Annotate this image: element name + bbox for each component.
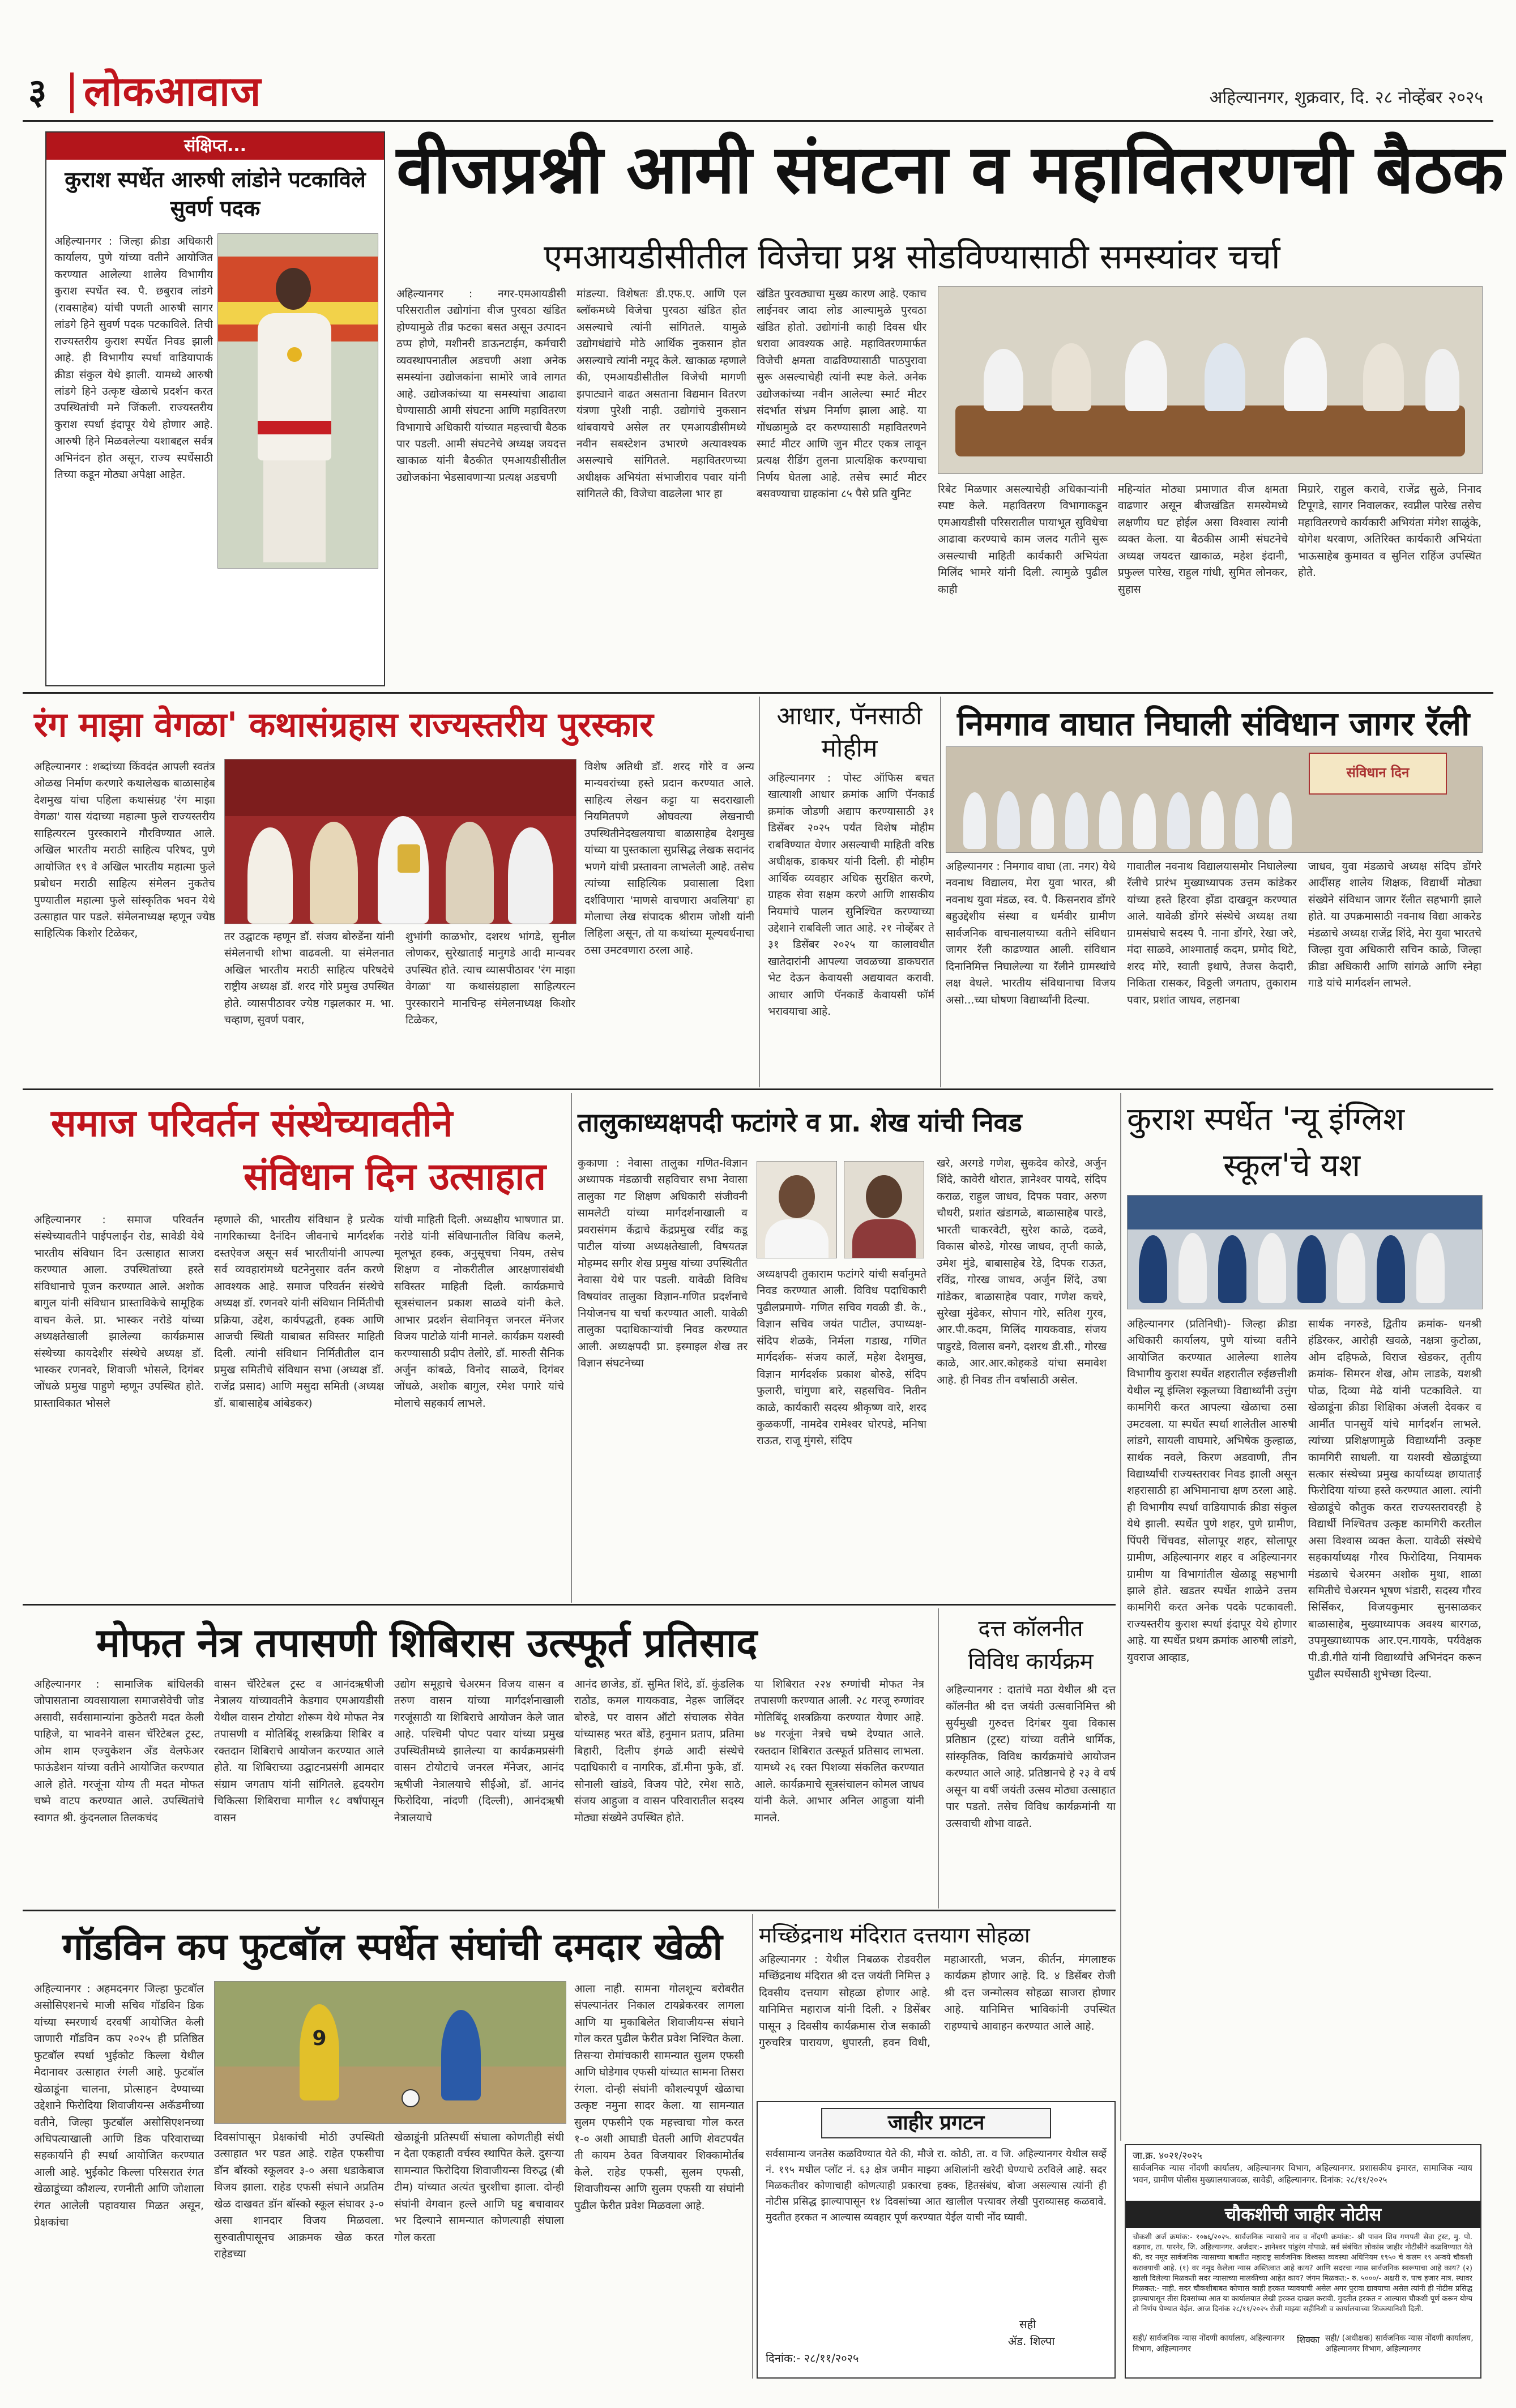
meeting-person xyxy=(1125,340,1167,411)
sankshipt-headline: कुराश स्पर्धेत आरुषी लांडोने पटकाविले सुवर्ण पदक xyxy=(65,167,366,221)
godwin-col-3: खेळाडूंनी प्रतिस्पर्धी संघाला कोणतीही संधी न देता एकहाती वर्चस्व स्थापित केले. दुसऱ्या सामन्यात फिरोदिया शिवाजीयन्स विरुद्ध (बी टीम) यांच्यात अत्यंत चुरशीचा झाला. दोन्ही संघांनी वेगवान हल्ले आणि घट्ट बचावावर भर दिल्याने सामन्यात कोणत्याही संघाला गोल करता xyxy=(394,2131,564,2244)
netra-col-2: वासन चॅरिटेबल ट्रस्ट व आनंदऋषीजी नेत्रालय यांच्यावतीने केडगाव एमआयडीसी येथील वासन टोयोटा शोरूम येथे मोफत नेत्र तपासणी व मोतिबिंदू शस्त्रक्रिया शिबिर व रक्तदान शिबिराचे आयोजन करण्यात आले होते. या शिबिराच्या उद्घाटनप्रसंगी आमदार संग्राम जगताप यांनी सांगितले. हृदयरोग चिकित्सा शिबिराचा मागील १८ वर्षांपासून वासन xyxy=(214,1678,384,1824)
samaj-headline-1: समाज परिवर्तन संस्थेच्यावतीने xyxy=(51,1101,453,1145)
lead-col-1: अहिल्यानगर : नगर-एमआयडीसी परिसरातील उद्योगांना वीज पुरवठा खंडित होण्यामुळे तीव्र फटका बसत असून उत्पादन ठप्प होणे, मशीनरी डाऊनटाईम, कर्मचारी व्यवस्थापनातील अडचणी अशा अनेक समस्यांना उद्योजकांना सामोरे जावे लागत आहे. उद्योजकांच्या या समस्यांचा आढावा घेण्यासाठी आमी संघटना आणि महावितरण विभागाचे अधिकारी यांच्यात महत्त्वाची बैठक पार पडली. आमी संघटनेचे अध्यक्ष जयदत्त खाकाळ यांनी बैठकीत एमआयडीसीतील उद्योजकांना भेडसावणाऱ्या प्रत्यक्ष अडचणी xyxy=(396,288,566,484)
notice-body: चौकशी अर्ज क्रमांक:- १०७६/२०२५. सार्वजनिक न्यासाचे नाव व नोंदणी क्रमांक:- श्री पावन शिव गणपती सेवा ट्रस्ट, मु. पो. वडगाव, ता. पारनेर, जि. अहिल्यानगर. अर्जदार:- ज्ञानेश्वर पांडुरंग गोपाळे. सर्व संबंधित लोकांस जाहीर नोटीसीने कळविण्यात येते की, वर नमूद सार्वजनिक न्यासाच्या बाबतीत महाराष्ट्र सार्वजनिक विश्वस्त व्यवस्था अधिनियम १९५० चे कलम १९ अन्वये चौकशी करावयाची आहे. (१) वर नमूद केलेला न्यास अस्तित्वात आहे काय? आणि सदरचा न्यास सार्वजनिक स्वरूपाचा आहे काय? (२) खाली दिलेल्या मिळकती सदर न्यासाच्या मालकीच्या आहेत काय? जंगम मिळकत:- रु. ५०००/- अक्षरी रु. पाच हजार मात्र. स्थावर मिळकत:- नाही. सदर चौकशीबाबत कोणास काही हरकत घ्यावयाची असेल अगर पुरावा द्यावयाचा असेल त्यांनी ही नोटीस प्रसिद्ध झाल्यापासून तीस दिवसांच्या आत या कार्यालयात लेखी हरकत दाखल करावी. मुदतीत हरकत न आल्यास चौकशी पूर्ण करून योग्य तो निर्णय घेण्यात येईल. आज दिनांक २८/११/२०२५ रोजी माझ्या सहीनिशी व कार्यालयाच्या शिक्क्यानिशी दिली. xyxy=(1133,2233,1472,2314)
jahir-pragatan-title-bar xyxy=(821,2108,1051,2138)
column-divider xyxy=(571,1093,572,1603)
rally-person xyxy=(963,792,986,849)
rally-person xyxy=(1099,791,1122,849)
portrait-head xyxy=(779,1175,815,1218)
netra-col-1: अहिल्यानगर : सामाजिक बांधिलकी जोपासताना व्यवसायाला समाजसेवेची जोड असावी, सर्वसामान्यांना कुठेतरी मदत केली पाहिजे, या भावनेने वासन चॅरिटेबल ट्रस्ट, ओम शाम एज्युकेशन अँड वेलफेअर फाऊंडेशन यांच्या वतीने आयोजित करण्यात आले होते. गरजूंना योग्य ती मदत मोफत चष्मे वाटप करण्यात आले. उपस्थितांचे स्वागत श्री. कुंदनलाल तिलकचंद xyxy=(34,1678,204,1824)
lead-col-2: मांडल्या. विशेषतः डी.एफ.ए. आणि एल ब्लॉकमध्ये विजेचा पुरवठा खंडित होत असल्याचे त्यांनी सांगितले. यामुळे उद्योगधंद्यांचे मोठे आर्थिक नुकसान होत असल्याचे त्यांनी नमूद केले. खाकाळ म्हणाले की, एमआयडीसीतील विजेची मागणी झपाट्याने वाढत असताना विद्यमान वितरण यंत्रणा पुरेशी नाही. उद्योगांचे नुकसान थांबवायचे असेल तर एमआयडीसीमध्ये नवीन सबस्टेशन उभारणे अत्यावश्यक असल्याचे सांगितले. महावितरणच्या अधीक्षक अभियंता संभाजीराव पवार यांनी सांगितले की, विजेचा वाढलेला भार हा xyxy=(576,288,746,501)
nimgaon-col-3: जाधव, युवा मंडळाचे अध्यक्ष संदिप डोंगरे आदींसह शालेय शिक्षक, विद्यार्थी मोठ्या संख्येने संविधान जागर रॅलीत सहभागी झाले होते. या उपक्रमासाठी नवनाथ विद्या आकरेड मंडळाचे अध्यक्ष राजेंद्र शिंदे, मेरा युवा भारतचे जिल्हा युवा अधिकारी सचिन काळे, जिल्हा क्रीडा अधिकारी आणि सांगळे आणि स्नेहा गाडे यांचे मार्गदर्शन लाभले. xyxy=(1308,860,1481,990)
netra-headline: मोफत नेत्र तपासणी शिबिरास उत्स्फूर्त प्रतिसाद xyxy=(96,1620,758,1666)
sankshipt-label xyxy=(46,133,384,160)
column-divider xyxy=(752,1914,753,2379)
samaj-col-2: म्हणाले की, भारतीय संविधान हे प्रत्येक नागरिकाच्या दैनंदिन जीवनाचे मार्गदर्शक दस्तऐवज असून सर्व भारतीयांनी आपल्या सर्व व्यवहारांमध्ये घटनेनुसार वर्तन करणे आवश्यक आहे. समाज परिवर्तन संस्थेचे अध्यक्ष डॉ. रणनवरे यांनी संविधान निर्मितीची प्रक्रिया, उद्देश, कार्यपद्धती, हक्क आणि आजची स्थिती याबाबत सविस्तर माहिती दिली. त्यांनी संविधान निर्मितीतील दान प्रमुख समितीचे संविधान सभा (अध्यक्ष डॉ. राजेंद्र प्रसाद) आणि मसुदा समिती (अध्यक्ष डॉ. बाबासाहेब आंबेडकर) xyxy=(214,1214,384,1410)
page-number: ३ xyxy=(28,71,47,112)
team-person xyxy=(1297,1235,1326,1303)
rang-photo-award xyxy=(224,759,576,924)
column-divider xyxy=(759,697,760,1087)
samaj-col-3: यांची माहिती दिली. अध्यक्षीय भाषणात प्रा. नरोडे यांनी संविधानातील विविध कलमे, मूलभूत हक्क, अनुसूचचा नियम, तसेच शिक्षण व नोकरीतील आरक्षणासंबंधी सविस्तर माहिती दिली. कार्यक्रमाचे सूत्रसंचालन प्रकाश साळवे यांनी केले. आभार प्रदर्शन सेवानिवृत्त जनरल मॅनेजर विजय पाटोळे यांनी मानले. कार्यक्रम यशस्वी करण्यासाठी प्रदीप तेलोरे, डॉ. मारुती सैनिक अर्जुन कांबळे, विनोद साळवे, दिगंबर जोंधळे, अशोक बागुल, रमेश पगारे यांचे मोलाचे सहकार्य लाभले. xyxy=(394,1214,564,1410)
nimgaon-photo-rally xyxy=(946,746,1483,853)
photo-person-body xyxy=(258,313,331,460)
photo-legs xyxy=(263,460,326,562)
meeting-person xyxy=(1425,349,1459,411)
rang-col-1: अहिल्यानगर : शब्दांच्या किंवदंत आपली स्वतंत्र ओळख निर्माण करणारे कथालेखक बाळासाहेब देशमुख यांचा पहिला कथासंग्रह 'रंग माझा वेगळा' यास यंदाच्या महात्मा फुले राज्यस्तरीय साहित्यरत्न पुरस्काराने गौरविण्यात आले. अखिल भारतीय मराठी साहित्य परिषद, पुणे आयोजित १९ वे अखिल भारतीय महात्मा फुले प्रबोधन मराठी साहित्य संमेलन नुकतेच पुण्यातील महात्मा फुले सांस्कृतिक भवन येथे उत्साहात पार पडले. संमेलनाध्यक्ष म्हणून ज्येष्ठ साहित्यिक किशोर टिळेकर, xyxy=(34,761,215,940)
football-icon xyxy=(402,2089,420,2107)
section-rule-2 xyxy=(23,1088,1493,1090)
rang-col-3: शुभांगी काळभोर, दशरथ भांगडे, सुनील लोणकर, सुरेखाताई मानुगडे आदी मान्यवर उपस्थित होते. त्याच व्यासपीठावर 'रंग माझा वेगळा' या कथासंग्रहाला साहित्यरत्न पुरस्काराने मानचिन्ह संमेलनाध्यक्ष किशोर टिळेकर, xyxy=(405,930,575,1027)
lead-col-3: खंडित पुरवठ्याचा मुख्य कारण आहे. एकाच लाईनवर जादा लोड आल्यामुळे पुरवठा खंडित होतो. उद्योगांनी काही दिवस धीर धरावा आवश्यक आहे. महावितरणमार्फत विजेची क्षमता वाढविण्यासाठी पाठपुरावा सुरू असल्याचेही त्यांनी स्पष्ट केले. अनेक उद्योजकांच्या नवीन आलेल्या स्मार्ट मीटर संदर्भात संभ्रम निर्माण झाला आहे. या गोंधळामुळे दर करण्यासाठी महावितरणने स्मार्ट मीटर आणि जुन मीटर एकत्र लावून प्रत्यक्ष रीडिंग तुलना प्रात्यक्षिक करण्याचा निर्णय घेतला आहे. तसेच स्मार्ट मीटर बसवण्याचा ग्राहकांना ८५ पैसे प्रति युनिट xyxy=(757,288,926,501)
team-backdrop xyxy=(1128,1196,1482,1229)
rally-person xyxy=(1235,793,1258,849)
taluka-col-1: कुकाणा : नेवासा तालुका गणित-विज्ञान अध्यापक मंडळाची सहविचार सभा नेवासा तालुका गट शिक्षण अधिकारी संजीवनी सामलेटी यांच्या मार्गदर्शनाखाली व प्रवरासंगम केंद्राचे केंद्रप्रमुख रवींद्र कडू पाटील यांच्या अध्यक्षतेखाली, विषयतज्ञ मोहम्मद सगीर शेख प्रमुख यांच्या उपस्थितीत नेवासा येथे पार पडली. यावेळी विविध विषयांवर तालुका विज्ञान-गणित प्रदर्शनाचे नियोजनच या चर्चा करण्यात आली. यावेळी तालुका पदाधिकाऱ्यांची निवड करण्यात आली. अध्यक्षपदी प्रा. इस्माइल शेख तर विज्ञान संघटनेच्या xyxy=(578,1157,748,1370)
rally-person xyxy=(1133,793,1156,849)
team-person xyxy=(1337,1233,1365,1303)
field-ground xyxy=(215,2067,566,2123)
rang-col-4: विशेष अतिथी डॉ. शरद गोरे व अन्य मान्यवरांच्या हस्ते प्रदान करण्यात आले. साहित्य लेखन कट्टा या सदराखाली नियमितपणे ओघवत्या लेखनाची उपस्थितीनेदखलयाचा बाळासाहेब देशमुख यांच्या या पुस्तकाला सुप्रसिद्ध लेखक सदानंद भणगे यांची प्रस्तावना लाभलेली आहे. तसेच त्यांच्या साहित्यिक प्रवासाला दिशा दर्शविणारा 'माणसे वाचणारा अवलिया' हा मोलाचा लेख संपादक श्रीराम जोशी यांनी लिहिला असून, तो या कथांच्या मूल्यवर्धनाचा ठसा उमटवणारा ठरला आहे. xyxy=(584,761,754,957)
sankshipt-photo xyxy=(217,233,378,569)
jahir-pragatan-title: जाहीर प्रगटन xyxy=(887,2111,985,2134)
rally-banner-text: संविधान दिन xyxy=(1346,765,1410,780)
meeting-person xyxy=(1363,343,1404,411)
lead-col-6: मिग्रारे, राहुल करावे, राजेंद्र सुळे, निनाद टिपूगडे, सागर निवालकर, स्वप्नील पारेख तसेच महावितरणचे कार्यकारी अभियंता मंगेश साळुंके, योगेश थरवाण, अतिरिक्त कार्यकारी अभियंता भाऊसाहेब कुमावत व सुनिल राहिंज उपस्थित होते. xyxy=(1298,483,1481,579)
meeting-person xyxy=(984,349,1023,411)
notice-left-sign: सही/ सार्वजनिक न्यास नोंदणी कार्यालय, अहिल्यानगर विभाग, अहिल्यानगर xyxy=(1133,2334,1285,2354)
dateline: अहिल्यानगर, शुक्रवार, दि. २८ नोव्हेंबर २०२५ xyxy=(1209,88,1483,108)
notice-title: चौकशीची जाहीर नोटीस xyxy=(1224,2204,1382,2225)
jahir-pragatan-signature-label: सही xyxy=(1019,2317,1036,2331)
portrait-body xyxy=(765,1219,829,1258)
sankshipt-label-text: संक्षिप्त... xyxy=(183,136,247,156)
jahir-pragatan-signatory: ॲड. शिल्पा xyxy=(1008,2334,1055,2348)
kurash-col-2: सार्थक नगरुडे, द्वितीय क्रमांक- धनश्री हंडिरकर, आरोही खवळे, नक्षत्रा कुटोळा, ओम दहिफळे, विराज खेडकर, तृतीय क्रमांक- सिमरन शेख, ओम लाडके, यशश्री पोळ, दिव्या मेढे यांनी पटकाविले. या खेळाडूंना क्रीडा शिक्षिका अंजली देवकर व आर्मीत पानसुर्ये यांचे मार्गदर्शन लाभले. त्यांच्या प्रशिक्षणामुळे विद्यार्थ्यांनी उत्कृष्ट कामगिरी साधली. या यशस्वी खेळाडूंच्या सत्कार संस्थेच्या प्रमुख कार्याध्यक्ष छायाताई फिरोदिया यांच्या हस्ते करण्यात आला. त्यांनी खेळाडूंचे कौतुक करत राज्यस्तरावरही हे विद्यार्थी निश्चितच उत्कृष्ट कामगिरी करतील असा विश्वास व्यक्त केला. यावेळी संस्थेचे सहकार्याध्यक्ष गौरव फिरोदिया, नियामक मंडळाचे चेअरमन अशोक मुथा, शाळा समितीचे चेअरमन भूषण भंडारी, सदस्य गौरव सिर्सिकर, विजयकुमार सुनसाळकर बाळासाहेब, मुख्याध्यापक अवश्य बारगळ, उपमुख्याध्यापक आर.एन.गायके, पर्यवेक्षक पी.डी.गीते यांनी विद्यार्थ्यांचे अभिनंदन करून पुढील स्पर्धेसाठी शुभेच्छा दिल्या. xyxy=(1308,1318,1481,1681)
samaj-col-1: अहिल्यानगर : समाज परिवर्तन संस्थेच्यावतीने पाईपलाईन रोड, सावेडी येथे भारतीय संविधान दिन उत्साहात साजरा करण्यात आला. उपस्थितांच्या हस्ते संविधानाचे पूजन करण्यात आले. अशोक बागुल यांनी संविधान प्रास्ताविकेचे सामूहिक वाचन केले. प्रा. भास्कर नरोडे यांच्या अध्यक्षतेखाली झालेल्या कार्यक्रमास संस्थेच्या कायदेशीर संस्थेचे अध्यक्ष डॉ. भास्कर रणनवरे, शिवाजी भोसले, दिगंबर जोंधळे प्रमुख पाहुणे म्हणून उपस्थित होते. प्रास्ताविकात भोसले xyxy=(34,1214,204,1410)
aadhar-headline: आधार, पॅनसाठी मोहीम xyxy=(776,702,923,763)
jahir-pragatan-date: दिनांक:- २८/११/२०२५ xyxy=(766,2351,859,2365)
team-person xyxy=(1377,1235,1405,1303)
rally-person xyxy=(1065,792,1088,849)
team-person xyxy=(1139,1235,1167,1303)
samaj-headline-2: संविधान दिन उत्साहात xyxy=(244,1155,546,1198)
masthead-divider xyxy=(70,72,74,113)
lead-subhead: एमआयडीसीतील विजेचा प्रश्न सोडविण्यासाठी समस्यांवर चर्चा xyxy=(544,237,1280,277)
rally-person xyxy=(1201,791,1224,849)
column-divider xyxy=(938,1608,939,1909)
award-person xyxy=(446,822,494,924)
player-left xyxy=(300,2004,339,2100)
meeting-person xyxy=(1205,343,1245,411)
nimgaon-headline: निमगाव वाघात निघाली संविधान जागर रॅली xyxy=(957,705,1470,743)
datta-headline-2: विविध कार्यक्रम xyxy=(968,1649,1094,1675)
netra-col-4: आनंद छाजेड, डॉ. सुमित शिंदे, डॉ. कुंडलिक राठोड, कमल गायकवाड, नेहरू जालिंदर बोरुडे, पर वासन ऑटो संचालक सेवेत यांच्यासह भरत बोंडे, हनुमान प्रताप, प्रतिमा बिहारी, दिलीप इंगळे आदी संस्थेचे पदाधिकारी व नागरिक, डॉ.मीना फुके, डॉ. सोनाली खांडवे, विजय पोटे, रमेश साठे, संजय आहुजा व वासन परिवारातील सदस्य मोठ्या संख्येने उपस्थित होते. xyxy=(574,1678,744,1824)
kurash-headline-2: स्कूल'चे यश xyxy=(1223,1147,1361,1184)
nimgaon-col-2: गावातील नवनाथ विद्यालयासमोर निघालेल्या रॅलीचे प्रारंभ मुख्याध्यापक उत्तम कांडेकर यांच्या हस्ते हिरवा झेंडा दाखवून करण्यात आले. यावेळी डोंगरे संस्थेचे अध्यक्ष तथा ग्रामसंघाचे सदस्य पै. नाना डोंगरे, रेखा जरे, मंदा साळवे, आश्माताई कदम, प्रमोद थिटे, शरद मोरे, स्वाती इथापे, तेजस केदारी, निकिता रासकर, विठ्ठली जगताप, तुकाराम पवार, प्रशांत जाधव, लहानबा xyxy=(1127,860,1297,1006)
notice-title-bar xyxy=(1126,2201,1480,2228)
section-rule-1 xyxy=(23,692,1493,694)
notice-ref: जा.क्र. ४०२१/२०२५ xyxy=(1133,2150,1202,2162)
notice-header: सार्वजनिक न्यास नोंदणी कार्यालय, अहिल्यानगर विभाग, अहिल्यानगर. प्रशासकीय इमारत, सामाजिक न्याय भवन, ग्रामीण पोलीस मुख्यालयाजवळ, सावेडी, अहिल्यानगर. दिनांक: २८/११/२०२५ xyxy=(1133,2163,1472,2185)
kurash-col-1: अहिल्यानगर (प्रतिनिधी)- जिल्हा क्रीडा अधिकारी कार्यालय, पुणे यांच्या वतीने आयोजित करण्यात आलेल्या शालेय विभागीय कुराश स्पर्धेत शहरातील रुईछत्तीशी येथील न्यू इंग्लिश स्कूलच्या विद्यार्थ्यांनी उत्तुंग कामगिरी करत आपल्या खेळाचा ठसा उमटवला. या स्पर्धेत स्पर्धा शालेतील आरुषी लांडगे, सायली वाघमारे, अभिषेक कुल्हाळ, सार्थक नवले, किरण अडवाणी, तीन विद्यार्थ्यांची राज्यस्तरावर निवड झाली असून शहरासाठी हा अभिमानाचा क्षण ठरला आहे. ही विभागीय स्पर्धा वाडियापार्क क्रीडा संकुल येथे झाली. स्पर्धेत पुणे शहर, पुणे ग्रामीण, पिंपरी चिंचवड, सोलापूर शहर, सोलापूर ग्रामीण, अहिल्यानगर शहर व अहिल्यानगर ग्रामीण या विभागांतील खेळाडू सहभागी झाले होते. खडतर स्पर्धेत शाळेने उत्तम कामगिरी करत अनेक पदके पटकावली. राज्यस्तरीय कुराश स्पर्धा इंदापूर येथे होणार आहे. या स्पर्धेत प्रथम क्रमांक आरुषी लांडगे, युवराज आव्हाड, xyxy=(1127,1318,1297,1664)
godwin-col-4: आला नाही. सामना गोलशून्य बरोबरीत संपल्यानंतर निकाल टायब्रेकरवर लागला आणि या मुकाबिलेत शिवाजीयन्स संघाने गोल करत पुढील फेरीत प्रवेश निश्चित केला. तिसऱ्या रोमांचकारी सामन्यात सुलम एफसी आणि घोडेगाव एफसी यांच्यात सामना तिसरा रंगला. दोन्ही संघांनी कौशल्यपूर्ण खेळाचा उत्कृष्ट नमुना सादर केला. या सामन्यात सुलम एफसीने एक महत्त्वाचा गोल करत १-० अशी आघाडी घेतली आणि शेवटपर्यंत ती कायम ठेवत विजयावर शिक्कामोर्तब केले. राहेड एफसी, सुलम एफसी, शिवाजीयन्स आणि सुलम एफसी या संघांनी पुढील फेरीत प्रवेश मिळवला आहे. xyxy=(574,1983,744,2212)
machhindra-headline: मच्छिंद्रनाथ मंदिरात दत्तयाग सोहळा xyxy=(759,1923,1030,1948)
award-person xyxy=(310,822,358,924)
nimgaon-col-1: अहिल्यानगर : निमगाव वाघा (ता. नगर) येथे नवनाथ विद्यालय, मेरा युवा भारत, श्री नवनाथ युवा मंडळ, स्व. पै. किसनराव डोंगरे बहुउद्देशीय संस्था व धर्मवीर ग्रामीण सार्वजनिक वाचनालयाच्या वतीने संविधान जागर रॅली काढण्यात आली. संविधान दिनानिमित्त निघालेल्या या रॅलीने ग्रामस्थांचे लक्ष वेधले. भारतीय संविधानाचा विजय असो...च्या घोषणा विद्यार्थ्यांनी दिल्या. xyxy=(946,860,1116,1006)
taluka-photo-1 xyxy=(757,1161,837,1258)
notice-stamp-label: शिक्का xyxy=(1297,2334,1320,2345)
lead-photo-meeting xyxy=(938,286,1483,474)
team-person xyxy=(1178,1233,1207,1303)
meeting-person xyxy=(1284,338,1327,411)
godwin-col-2: दिवसांपासून प्रेक्षकांची मोठी उपस्थिती उत्साहात भर पडत आहे. राहेत एफसीचा डॉन बॉस्को स्कूलवर ३-० असा धडाकेबाज विजय झाला. राहेड एफसी संघाने अप्रतिम खेळ दाखवत डॉन बॉस्को स्कूल संघावर ३-० असा शानदार विजय मिळवला. सुरुवातीपासूनच आक्रमक खेळ करत राहेडच्या xyxy=(214,2131,384,2261)
brand-logo: लोकआवाज xyxy=(84,67,262,115)
aadhar-body: अहिल्यानगर : पोस्ट ऑफिस बचत खात्याशी आधार क्रमांक आणि पॅनकार्ड क्रमांक जोडणी अद्याप करण्यासाठी ३१ डिसेंबर २०२५ पर्यंत विशेष मोहीम राबविण्यात येणार असल्याची माहिती वरिष्ठ अधीक्षक, डाकघर यांनी दिली. ही मोहीम आर्थिक व्यवहार अधिक सुरक्षित करणे, ग्राहक सेवा सक्षम करणे आणि शासकीय नियमांचे पालन सुनिश्चित करण्याच्या उद्देशाने राबविली जात आहे. २१ नोव्हेंबर ते ३१ डिसेंबर २०२५ या कालावधीत खातेदारांनी आपल्या जवळच्या डाकघरात भेट देऊन केवायसी अद्ययावत करावी. आधार आणि पॅनकार्डे केवायसी फॉर्म भरावयाचा आहे. xyxy=(768,772,934,1018)
lead-headline: वीजप्रश्नी आमी संघटना व महावितरणची बैठक xyxy=(396,130,1504,208)
netra-col-3: उद्योग समूहाचे चेअरमन विजय वासन व तरुण वासन यांच्या मार्गदर्शनाखाली गरजूंसाठी या शिबिराचे आयोजन केले जात आहे. पश्चिमी पोपट पवार यांच्या प्रमुख उपस्थितीमध्ये झालेल्या या कार्यक्रमप्रसंगी वासन टोयोटाचे जनरल मॅनेजर, आनंद ऋषीजी नेत्रालयाचे सीईओ, डॉ. आनंद फिरोदिया, नांदणी (दिल्ली), आनंदऋषी नेत्रालयाचे xyxy=(394,1678,564,1824)
portrait-body xyxy=(852,1219,916,1258)
photo-person-head xyxy=(276,268,311,310)
kurash-photo-team xyxy=(1127,1195,1483,1309)
lead-col-4: रिबेट मिळणार असल्याचेही अधिकाऱ्यांनी स्पष्ट केले. महावितरण विभागाकडून एमआयडीसी परिसरातील पायाभूत सुविधेचा आढावा करण्याचे काम जलद गतीने सुरू असल्याची माहिती कार्यकारी अभियंता मिलिंद भामरे यांनी दिली. त्यामुळे पुढील काही xyxy=(938,483,1108,596)
machhindra-body: अहिल्यानगर : येथील निबळक रोडवरील मच्छिंद्रनाथ मंदिरात श्री दत्त जयंती निमित्त ३ दिवसीय दत्तयाग सोहळा होणार आहे. यानिमित्त महाराज यांनी दिली. २ डिसेंबर पासून ३ दिवसीय कार्यक्रमास रोज सकाळी गुरुचरित्र पारायण, धुपारती, हवन विधी, महाआरती, भजन, कीर्तन, मंगलाष्टक कार्यक्रम होणार आहे. दि. ४ डिसेंबर रोजी श्री दत्त जन्मोत्सव सोहळा साजरा होणार आहे. यानिमित्त भाविकांनी उपस्थित राहण्याचे आवाहन करण्यात आले आहे. xyxy=(759,1953,1116,2050)
kurash-headline-1: कुराश स्पर्धेत 'न्यू इंग्लिश xyxy=(1127,1101,1405,1138)
rally-person xyxy=(1167,792,1190,849)
meeting-person xyxy=(1052,343,1091,411)
award-person xyxy=(247,827,293,924)
team-person xyxy=(1218,1235,1246,1303)
rang-headline: रंग माझा वेगळा' कथासंग्रहास राज्यस्तरीय पुरस्कार xyxy=(34,705,654,745)
taluka-photo-2 xyxy=(844,1161,924,1258)
rally-banner xyxy=(1309,753,1447,795)
meeting-table xyxy=(955,405,1465,456)
masthead-rule xyxy=(23,120,1493,122)
taluka-headline: तालुकाध्यक्षपदी फटांगरे व प्रा. शेख यांची निवड xyxy=(578,1107,1022,1138)
taluka-col-2: अध्यक्षपदी तुकाराम फटांगरे यांची सर्वानुमते निवड करण्यात आली. विविध पदाधिकारी पुढीलप्रमाणे- गणित सचिव गवळी डी. के., विज्ञान सचिव जयंत पाटील, उपाध्यक्ष- संदिप शेळके, निर्मला गडाख, गणित मार्गदर्शक- संजय कार्ले, महेश देशमुख, विज्ञान मार्गदर्शक प्रकाश बोरुडे, संदिप फुलारी, चांगुणा बारे, सहसचिव- नितीन काळे, कार्यकारी सदस्य श्रीकृष्ण वारे, शरद कुळकर्णी, नामदेव रामेश्वर घोरपडे, मनिषा राऊत, राजू मुंगसे, संदिप xyxy=(757,1268,926,1448)
taluka-col-3: खरे, अरगडे गणेश, सुकदेव कोरडे, अर्जुन शिंदे, कावेरी थोरात, ज्ञानेश्वर पायदे, संदिप कराळ, राहुल जाधव, दिपक पवार, अरुण चौधरी, प्रशांत खंडागळे, बाळासाहेब पारडे, भारती चाकरवेटी, सुरेश काळे, दळवे, विकास बोरुडे, गोरख जाधव, तृप्ती काळे, उमेश मुंडे, बाबासाहेब रेडे, दिपक राऊत, रविंद्र, गोरख जाधव, अर्जुन शिंदे, उषा गांडेकर, बाळासाहेब पवार, गणेश कचरे, सुरेखा मुंढेकर, सोपान गोरे, सतिश गुरव, आर.पी.कदम, मिलिंद गायकवाड, संजय पाडुरडे, विलास बनगे, दशरथ डी.सी., गोरख काळे, आर.आर.कोहकडे यांचा समावेश आहे. ही निवड तीन वर्षासाठी असेल. xyxy=(937,1157,1107,1386)
team-person xyxy=(1258,1233,1286,1303)
team-person xyxy=(1416,1233,1445,1303)
rally-person xyxy=(1269,792,1292,849)
portrait-head xyxy=(866,1175,902,1218)
lead-col-5: महिन्यांत मोठ्या प्रमाणात वीज क्षमता वाढणार असून बीजखंडित समस्येमध्ये लक्षणीय घट होईल असा विश्वास त्यांनी व्यक्त केला. या बैठकीस आमी संघटनेचे अध्यक्ष जयदत्त खाकाळ, महेश इंदानी, प्रफुल्ल पारेख, राहुल गांधी, सुमित लोनकर, सुहास xyxy=(1118,483,1288,596)
trophy-icon xyxy=(398,844,420,873)
section-rule-3 xyxy=(23,1604,1116,1606)
netra-col-5: या शिबिरात २२४ रुग्णांची मोफत नेत्र तपासणी करण्यात आली. २८ गरजू रुग्णांवर मोतिबिंदू शस्त्रक्रिया करण्यात येणार आहे. ७४ गरजूंना नेत्रचे चष्मे देण्यात आले. रक्तदान शिबिरात उत्स्फूर्त प्रतिसाद लाभला. यामध्ये २६ रक्त पिशव्या संकलित करण्यात आले. कार्यक्रमाचे सूत्रसंचालन कोमल जाधव यांनी केले. आभार अनिल आहुजा यांनी मानले. xyxy=(754,1678,924,1824)
award-person xyxy=(508,827,553,924)
notice-right-sign: सही/ (अधीक्षक) सार्वजनिक न्यास नोंदणी कार्यालय, अहिल्यानगर विभाग, अहिल्यानगर xyxy=(1325,2334,1474,2354)
photo-belt xyxy=(258,421,331,434)
sankshipt-body: अहिल्यानगर : जिल्हा क्रीडा अधिकारी कार्यालय, पुणे यांच्या वतीने आयोजित करण्यात आलेल्या शालेय विभागीय कुराश स्पर्धेत स्व. पै. छबुराव लांडगे (रावसाहेब) यांची पणती आरुषी सागर लांडगे हिने सुवर्ण पदक पटकाविले. तिची राज्यस्तरीय कुराश स्पर्धेत निवड झाली आहे. ही विभागीय स्पर्धा वाडियापार्क क्रीडा संकुल येथे झाली. यामध्ये आरुषी लांडगे हिने उत्कृष्ट खेळाचे प्रदर्शन करत उपस्थितांची मने जिंकली. राज्यस्तरीय कुराश स्पर्धा इंदापूर येथे होणार आहे. आरुषी हिने मिळवलेल्या यशाबद्दल सर्वत्र अभिनंदन होत असून, राज्य स्पर्धेसाठी तिच्या कडून मोठ्या अपेक्षा आहेत. xyxy=(54,235,213,481)
rang-col-2: तर उद्घाटक म्हणून डॉ. संजय बोरुडेंना यांनी संमेलनाची शोभा वाढवली. या संमेलनात अखिल भारतीय मराठी साहित्य परिषदेचे राष्ट्रीय अध्यक्ष डॉ. शरद गोरे प्रमुख उपस्थित होते. व्यासपीठावर ज्येष्ठ गझलकार म. भा. चव्हाण, सुवर्ण पवार, xyxy=(224,930,394,1027)
medal-icon xyxy=(287,347,302,362)
rally-person xyxy=(997,791,1020,849)
godwin-col-1: अहिल्यानगर : अहमदनगर जिल्हा फुटबॉल असोसिएशनचे माजी सचिव गॉडविन डिक यांच्या स्मरणार्थ दरवर्षी आयोजित केली जाणारी गॉडविन कप २०२५ ही प्रतिष्ठित फुटबॉल स्पर्धा भुईकोट किल्ला येथील मैदानावर उत्साहात रंगली आहे. फुटबॉल खेळाडूंना चालना, प्रोत्साहन देण्याच्या उद्देशाने फिरोदिया शिवाजीयन्स अकॅडमीच्या वतीने, जिल्हा फुटबॉल असोसिएशनच्या अधिपत्याखाली आणि डिक परिवाराच्या सहकार्याने ही स्पर्धा आयोजित करण्यात आली आहे. भुईकोट किल्ला परिसरात रंगत खेळाडूंच्या कौशल्य, रणनीती आणि जोशाला रंगत आलेली पहावयास मिळत असून, प्रेक्षकांचा xyxy=(34,1983,204,2229)
datta-body: अहिल्यानगर : दातांचे मठा येथील श्री दत्त कॉलनीत श्री दत्त जयंती उत्सवानिमित्त श्री सुर्यमुखी गुरुदत्त दिगंबर युवा विकास प्रतिष्ठान (ट्रस्ट) यांच्या वतीने धार्मिक, सांस्कृतिक, विविध कार्यक्रमांचे आयोजन करण्यात आले आहे. प्रतिष्ठानचे हे २३ वे वर्ष असून या वर्षी जयंती उत्सव मोठ्या उत्साहात पार पडतो. तसेच विविध कार्यक्रमांनी या उत्सवाची शोभा वाढते. xyxy=(946,1684,1116,1830)
column-divider xyxy=(1120,1093,1121,2141)
rally-person xyxy=(1031,793,1054,849)
jersey-number: 9 xyxy=(312,2027,327,2050)
column-divider xyxy=(940,697,941,1087)
jahir-pragatan-body: सर्वसामान्य जनतेस कळविण्यात येते की, मौजे रा. कोठी, ता. व जि. अहिल्यानगर येथील सर्व्हे नं. १९५ मधील प्लॉट नं. ६३ क्षेत्र जमीन माझ्या अशिलांनी खरेदी घेण्याचे ठरविले आहे. सदर मिळकतीवर कोणाचाही कोणत्याही प्रकारचा हक्क, हितसंबंध, बोजा असल्यास त्यांनी ही नोटीस प्रसिद्ध झाल्यापासून १४ दिवसांच्या आत खालील पत्त्यावर लेखी पुराव्यासह कळवावे. मुदतीत हरकत न आल्यास व्यवहार पूर्ण करण्यात येईल याची नोंद घ्यावी. xyxy=(766,2148,1107,2223)
godwin-headline: गॉडविन कप फुटबॉल स्पर्धेत संघांची दमदार खेळी xyxy=(62,1925,723,1969)
section-rule-4 xyxy=(23,1910,1116,1911)
award-backdrop xyxy=(225,759,576,816)
godwin-photo-football xyxy=(214,1981,566,2124)
datta-headline-1: दत्त कॉलनीत xyxy=(978,1616,1083,1642)
player-right xyxy=(441,2010,481,2100)
